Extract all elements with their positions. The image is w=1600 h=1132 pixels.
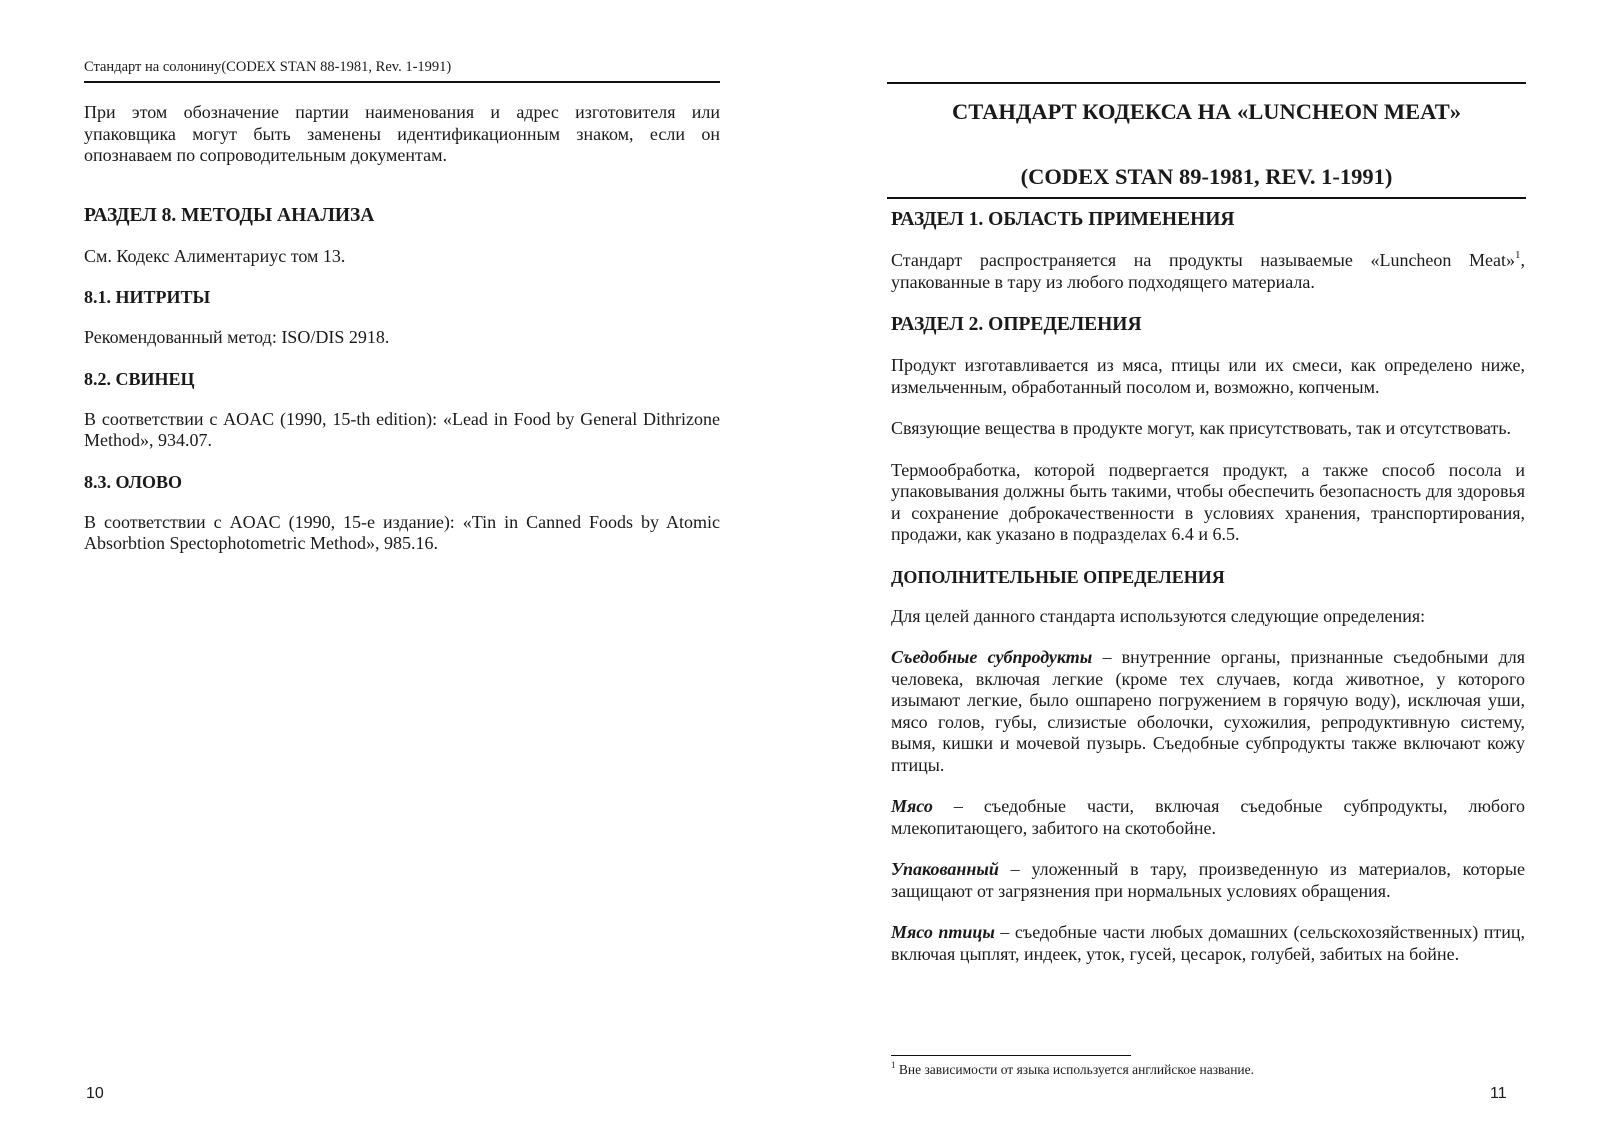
footnote: $^1$ Вне зависимости от языка используется английское название. <box>891 1059 1255 1077</box>
standard-code: (CODEX STAN 89-1981, REV. 1-1991) <box>1020 164 1393 189</box>
section-8-title: РАЗДЕЛ 8. МЕТОДЫ АНАЛИЗА <box>84 204 375 226</box>
extra-definitions-intro: Для целей данного стандарта используются следующие определения: <box>891 605 1426 626</box>
section-2-title: РАЗДЕЛ 2. ОПРЕДЕЛЕНИЯ <box>891 314 1142 335</box>
section-2-paragraph-1: Продукт изготавливается из мяса, птицы или их смеси, как определено ниже, измельченным, обработанный посолом и, возможно, копченым. <box>891 355 1525 397</box>
section-8-text: См. Кодекс Алиментариус том 13. <box>84 245 346 266</box>
right-column <box>891 208 1525 965</box>
definition-poultry-meat: Мясо птицы – съедобные части любых домашних (сельскохозяйственных) птиц, включая цыплят, индеек, уток, гусей, цесарок, голубей, забитых на бойне. <box>891 922 1525 964</box>
title-bottom-rule <box>887 197 1526 199</box>
running-head: Стандарт на солонину(CODEX STAN 88-1981, Rev. 1-1991) <box>84 59 452 75</box>
left-column <box>84 102 720 555</box>
intro-paragraph: При этом обозначение партии наименования и адрес изготовителя или упаковщика могут быть заменены идентификационным знаком, если он опознаваем по сопроводительным документам. <box>84 102 720 165</box>
section-1-text: Стандарт распространяется на продукты называемые «Luncheon Meat»$^1$, упакованные в тару из любого подходящего материала. <box>891 249 1525 292</box>
header-rule <box>84 81 720 83</box>
page-number-right: 11 <box>1490 1085 1507 1102</box>
subsection-8-1-title: 8.1. НИТРИТЫ <box>84 287 211 307</box>
subsection-8-3-title: 8.3. ОЛОВО <box>84 471 183 492</box>
subsection-8-2-text: В соответствии с AOAC (1990, 15-th edition): «Lead in Food by General Dithrizone Method», 934.07. <box>84 408 720 450</box>
section-1-title: РАЗДЕЛ 1. ОБЛАСТЬ ПРИМЕНЕНИЯ <box>891 209 1235 230</box>
definition-packaged: Упакованный – уложенный в тару, произведенную из материалов, которые защищают от загрязнения при нормальных условиях обращения. <box>891 859 1525 901</box>
section-2-paragraph-3: Термообработка, которой подвергается продукт, а также способ посола и упаковывания должны быть такими, чтобы обеспечить безопасность для здоровья и сохранение доброкачественности в условиях хранения, транспортирования, продажи, как указано в подразделах 6.4 и 6.5. <box>891 459 1525 544</box>
subsection-8-1-text: Рекомендованный метод: ISO/DIS 2918. <box>84 327 390 347</box>
definition-edible-offal: Съедобные субпродукты – внутренние органы, признанные съедобными для человека, включая легкие (кроме тех случаев, когда животное, у которого изымают легкие, было ошпарено погружением в горячую воду), исключая уши, мясо голов, губы, слизистые оболочки, сухожилия, репродуктивную систему, вымя, кишки и мочевой пузырь. Съедобные субпродукты также включают кожу птицы. <box>891 647 1525 775</box>
definition-meat: Мясо – съедобные части, включая съедобные субпродукты, любого млекопитающего, забитого на скотобойне. <box>891 796 1525 838</box>
subsection-8-2-title: 8.2. СВИНЕЦ <box>84 368 195 389</box>
footnote-rule <box>891 1055 1131 1056</box>
page-number-left: 10 <box>86 1085 104 1102</box>
section-2-paragraph-2: Связующие вещества в продукте могут, как присутствовать, так и отсутствовать. <box>891 418 1512 438</box>
footnote-ref[interactable]: 1 <box>1515 249 1521 261</box>
subsection-8-3-text: В соответствии с AOAC (1990, 15-е издание): «Tin in Canned Foods by Atomic Absorbtion Spectophotometric Method», 985.16. <box>84 511 720 553</box>
standard-title: СТАНДАРТ КОДЕКСА НА «LUNCHEON MEAT» <box>952 99 1461 124</box>
extra-definitions-title: ДОПОЛНИТЕЛЬНЫЕ ОПРЕДЕЛЕНИЯ <box>891 566 1225 587</box>
title-top-rule <box>887 82 1526 84</box>
